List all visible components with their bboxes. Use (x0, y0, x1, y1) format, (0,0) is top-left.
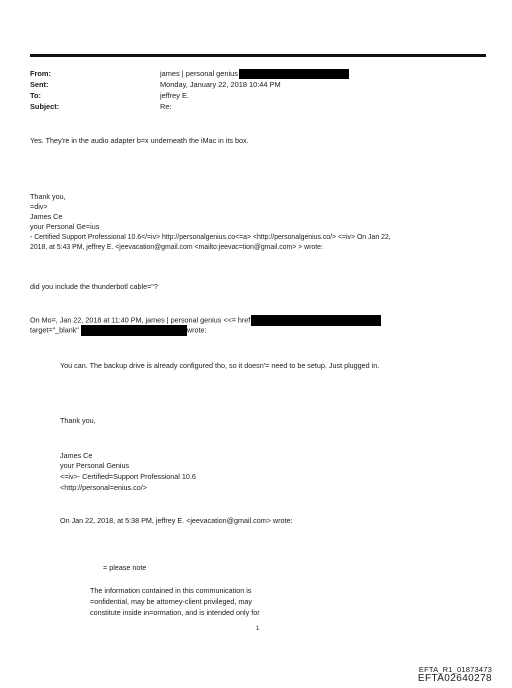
footer-id-small: EFTA_R1_01873473 (418, 665, 492, 674)
sig2-line: <=iv>- Certified=Support Professional 10.6 (60, 472, 196, 481)
please-note: = please note (103, 563, 147, 572)
to-value: jeffrey E. (160, 91, 190, 100)
from-label: From: (30, 69, 51, 78)
on-jan-line: On Jan 22, 2018, at 5:38 PM, jeffrey E. <jeevacation@gmail.com> wrote: (60, 516, 293, 525)
header-rule (30, 54, 486, 57)
redaction-box (239, 69, 349, 79)
sig1-line: your Personal Ge=ius (30, 222, 100, 231)
redaction-box (251, 315, 381, 326)
to-label: To: (30, 91, 41, 100)
body-line-1: Yes. They're in the audio adapter b=x underneath the iMac in its box. (30, 136, 249, 145)
sig1-line: Thank you, (30, 192, 66, 201)
redaction-box (81, 325, 187, 336)
sig2-line: your Personal Genius (60, 461, 130, 470)
target-text: target="_blank" (30, 325, 79, 335)
disclaimer-line: =onfidential, may be attorney-client privileged, may (90, 597, 253, 606)
sig1-line: James Ce (30, 212, 63, 221)
wrote-text: wrote: (186, 325, 207, 335)
on-mon-text: On Mo=, Jan 22, 2018 at 11:40 PM, james | personal genius <<= href (30, 315, 251, 325)
thunderbolt-question: did you include the thunderbotl cable="? (30, 282, 158, 291)
from-value (160, 69, 349, 79)
page-number: 1 (256, 626, 260, 632)
subject-label: Subject: (30, 102, 60, 111)
sent-value: Monday, January 22, 2018 10:44 PM (160, 80, 281, 89)
sent-label: Sent: (30, 80, 49, 89)
sig1-line: =div> (30, 202, 48, 211)
sig2-line: James Ce (60, 451, 93, 460)
sig1-line: - Certified Support Professional 10.6</=iv> http://personalgenius.co<=a> <http://personalgenius.co/> <=iv> On Jan 22, (30, 234, 391, 241)
disclaimer-line: constitute inside in=ormation, and is intended only for (90, 608, 260, 617)
from-name: james | personal genius (160, 69, 238, 78)
subject-value: Re: (160, 102, 172, 111)
sig2-line: <http://personal=enius.co/> (60, 483, 147, 492)
footer-id-large: EFTA02640278 (417, 673, 492, 684)
thanks-line: Thank you, (60, 416, 96, 425)
disclaimer-line: The information contained in this communication is (90, 586, 252, 595)
on-mon-line-2 (30, 325, 206, 336)
sig1-line: 2018, at 5:43 PM, jeffrey E. <jeevacation@gmail.com <mailto:jeevac=tion@gmail.com> > wrote: (30, 244, 323, 251)
reply-line: You can. The backup drive is already configured tho, so it doesn'= need to be setup. Just plugged in. (60, 361, 380, 370)
